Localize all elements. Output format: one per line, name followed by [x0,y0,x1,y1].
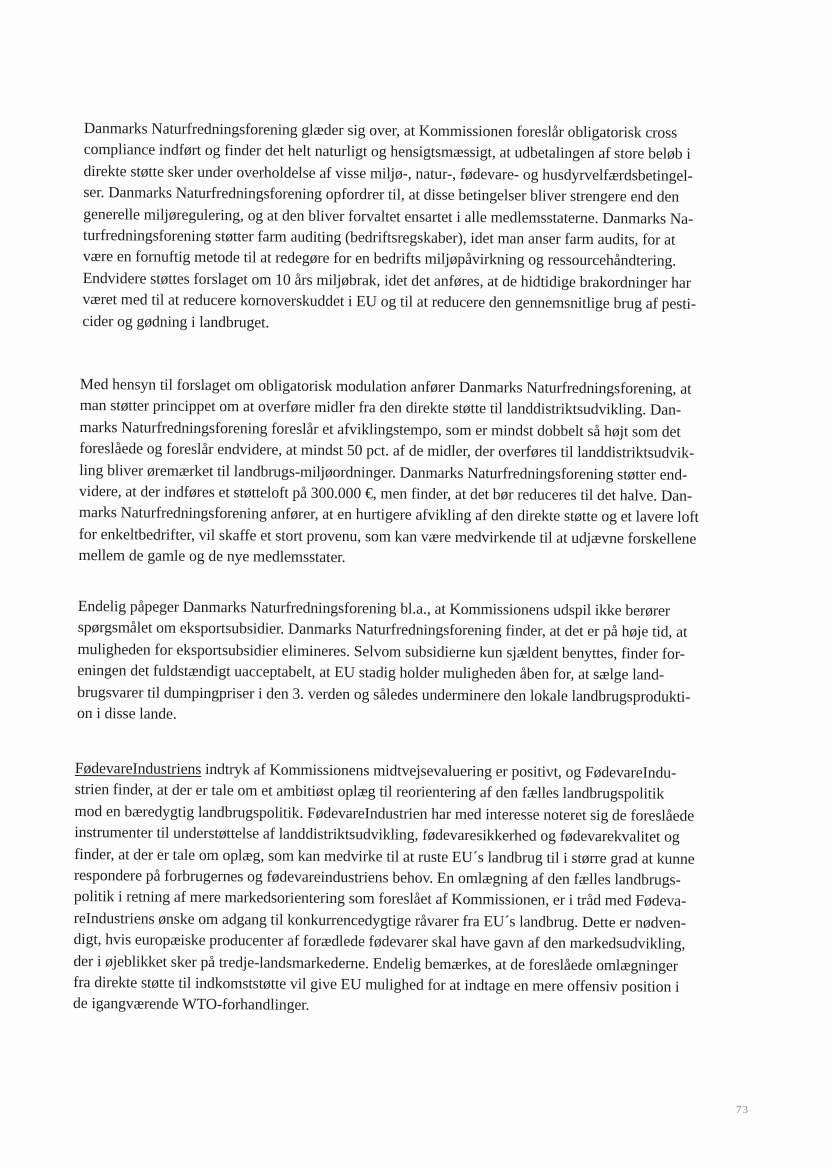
text-line: finder, at der er tale om oplæg, som kan medvirke til at ruste EU´s landbrug til i større grad at kunne [74,845,695,868]
text-line: fra direkte støtte til indkomststøtte vil give EU mulighed for at indtage en mere offensiv position i [73,974,680,996]
text-line: digt, hvis europæiske producenter af forædlede fødevarer skal have gavn af den markedsudvikling, [73,931,686,954]
organization-name: FødevareIndustriens [74,759,202,778]
text-line: der i øjeblikket sker på tredje-landsmarkederne. Endelig bemærkes, at de foreslåede omlægninger [73,952,678,975]
text-line: turfredningsforening støtter farm auditing (bedriftsregskaber), idet man anser farm audits, for at [83,227,676,249]
text-line: været med til at reducere kornoverskuddet i EU og til at reducere den gennemsnitlige brug af pesti- [82,291,697,314]
text-line: ling bliver øremærket til landbrugs-miljøordninger. Danmarks Naturfredningsforening støtter end- [79,461,688,484]
text-line: man støtter princippet om at overføre midler fra den direkte støtte til landdistriktsudvikling. Dan- [79,397,682,420]
text-line: direkte støtte sker under overholdelse af visse miljø-, natur-, fødevare- og husdyrvelfærdsbetingel- [83,162,693,185]
text-line: generelle miljøregulering, og at den bliver forvaltet ensartet i alle medlemsstaterne. Danmarks Na- [83,205,694,228]
page-number: 73 [736,1104,749,1116]
text-line: marks Naturfredningsforening foreslår et afviklingstempo, som er mindst dobbelt så højt som det [79,418,681,441]
text-line: marks Naturfredningsforening anfører, at en hurtigere afvikling af den direkte støtte og et lavere loft [78,504,699,527]
paragraph-cross-compliance [82,118,756,337]
text-line: instrumenter til understøttelse af landdistriktsudvikling, fødevaresikkerhed og fødevarekvalitet og [74,824,680,846]
text-line: ser. Danmarks Naturfredningsforening opfordrer til, at disse betingelser bliver strengere end den [83,184,680,206]
text-line: Danmarks Naturfredningsforening glæder sig over, at Kommissionen foreslår obligatorisk cross [83,119,678,142]
text-line: mod en bæredygtig landbrugspolitik. FødevareIndustrien har med interesse noteret sig de foreslåede [74,802,695,825]
text-line: Endvidere støttes forslaget om 10 års miljøbrak, idet det anføres, at de hidtidige brakordninger har [82,269,691,292]
text-line-rest: indtryk af Kommissionens midtvejsevaluering er positivt, og FødevareIndu- [201,760,677,782]
text-line: de igangværende WTO-forhandlinger. [73,995,310,1015]
text-line: for enkeltbedrifter, vil skaffe et stort provenu, som kan være medvirkende til at udjævne forskellene [78,525,697,548]
text-line: mellem de gamle og de nye medlemsstater. [78,547,346,567]
text-line: videre, at der indføres et støtteloft på 300.000 €, men finder, at det bør reduceres til det halve. Dan- [79,483,693,505]
text-line: være en fornuftig metode til at redegøre for en bedrifts miljøpåvirkning og ressourcehåndtering. [82,248,677,271]
text-line: politik i retning af mere markedsorientering som foreslået af Kommissionen, er i tråd med Fødeva- [73,888,687,911]
text-line: compliance indført og finder det helt naturligt og hensigtsmæssigt, at udbetalingen af store beløb i [83,141,691,164]
paragraph-modulation [78,374,751,572]
text-line: Med hensyn til forslaget om obligatorisk modulation anfører Danmarks Naturfredningsforening, at [79,375,692,398]
paragraph-foedevareindustrien [73,758,747,1020]
text-line: brugsvarer til dumpingpriser i den 3. verden og således underminere den lokale landbrugsprodukti- [77,683,691,706]
text-line: respondere på forbrugernes og fødevareindustriens behov. En omlægning af den fælles landbrugs- [74,867,681,889]
text-line: foreslåede og foreslår endvidere, at mindst 50 pct. af de midler, der overføres til landdistriktsudvik- [79,440,695,463]
text-line: Endelig påpeger Danmarks Naturfredningsforening bl.a., at Kommissionens udspil ikke berører [77,597,671,620]
text-line: spørgsmålet om eksportsubsidier. Danmarks Naturfredningsforening finder, at det er på høje tid, at [77,619,688,642]
text-line: eningen det fuldstændigt uacceptabelt, at EU stadig holder muligheden åben for, at sælge land- [77,662,665,684]
text-line: on i disse lande. [77,705,177,723]
paragraph-export-subsidies [77,596,750,730]
text-line: strien finder, at der er tale om et ambitiøst oplæg til reorientering af den fælles landbrugspolitik [74,781,665,804]
text-line: reIndustriens ønske om adgang til konkurrencedygtige råvarer fra EU´s landbrug. Dette er nødven- [73,909,687,932]
text-line: cider og gødning i landbruget. [82,312,270,332]
text-line: muligheden for eksportsubsidier elimineres. Selvom subsidierne kun sjældent benyttes, finder for- [77,640,685,663]
